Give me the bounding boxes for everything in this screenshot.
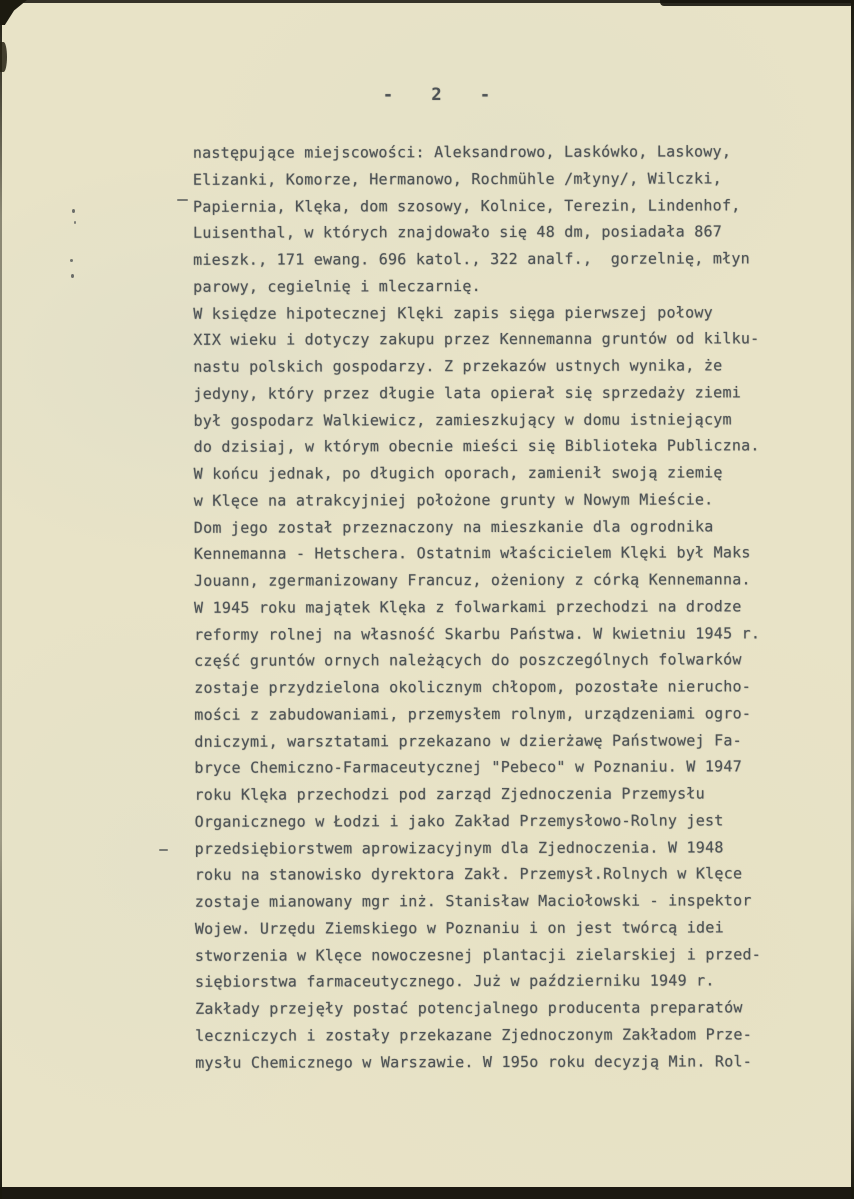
text-line: do dzisiaj, w którym obecnie mieści się Biblioteka Publiczna. <box>193 436 760 457</box>
text-line: Elizanki, Komorze, Hermanowo, Rochmühle /młyny/, Wilczki, <box>192 169 722 189</box>
text-line: w Klęce na atrakcyjniej położone grunty w Nowym Mieście. <box>193 490 714 510</box>
paper-speck <box>71 274 74 278</box>
text-line: Kennemanna - Hetschera. Ostatnim właścicielem Klęki był Maks <box>193 543 751 564</box>
text-line: mości z zabudowaniami, przemysłem rolnym, urządzeniami ogro- <box>194 704 752 724</box>
text-line: zostaje mianowany mgr inż. Stanisław Maciołowski - inspektor <box>194 891 752 911</box>
text-line: był gospodarz Walkiewicz, zamieszkujący w domu istniejącym <box>193 409 732 430</box>
paper-speck <box>74 221 76 224</box>
scan-corner-mark-left <box>0 42 7 72</box>
text-line: przedsiębiorstwem aprowizacyjnym dla Zjednoczenia. W 1948 <box>194 837 724 858</box>
text-line: Papiernia, Klęka, dom szosowy, Kolnice, Terezin, Lindenhof, <box>192 195 741 216</box>
paper-speck <box>70 259 73 262</box>
text-line: nastu polskich gospodarzy. Z przekazów ustnych wynika, że <box>193 356 723 376</box>
text-line: dniczymi, warsztatami przekazano w dzierżawę Państwowej Fa- <box>194 730 742 751</box>
text-line: W 1945 roku majątek Klęka z folwarkami przechodzi na drodze <box>193 597 742 617</box>
scan-edge-top-blob <box>660 0 854 6</box>
text-line: Organicznego w Łodzi i jako Zakład Przemysłowo-Rolny jest <box>194 811 724 831</box>
text-line: Wojew. Urzędu Ziemskiego w Poznaniu i on jest twórcą idei <box>194 918 724 938</box>
text-line: reformy rolnej na własność Skarbu Państwa. W kwietniu 1945 r. <box>194 623 761 644</box>
text-line: siębiorstwa farmaceutycznego. Już w październiku 1949 r. <box>194 971 715 992</box>
typewritten-text-block <box>193 138 785 1076</box>
paper-speck <box>72 209 75 213</box>
text-line: następujące miejscowości: Aleksandrowo, Laskówko, Laskowy, <box>192 142 732 162</box>
scan-corner-mark-topleft <box>0 0 27 25</box>
margin-dash-mark <box>159 849 168 851</box>
scan-edge-bottom <box>0 1187 854 1199</box>
page-number: - 2 - <box>382 85 492 105</box>
text-line: roku Klęka przechodzi pod zarząd Zjednoczenia Przemysłu <box>194 784 705 804</box>
margin-dash-mark <box>177 199 188 201</box>
text-line: bryce Chemiczno-Farmaceutycznej "Pebeco" w Poznaniu. W 1947 <box>194 757 743 778</box>
text-line: parowy, cegielnię i mleczarnię. <box>193 276 481 296</box>
text-line: Zakłady przejęły postać potencjalnego producenta preparatów <box>195 998 743 1018</box>
text-line: zostaje przydzielona okolicznym chłopom, pozostałe nierucho- <box>194 677 752 697</box>
text-line: Luisenthal, w których znajdowało się 48 dm, posiadała 867 <box>192 222 723 243</box>
text-line: XIX wieku i dotyczy zakupu przez Kennemanna gruntów od kilku- <box>193 329 760 350</box>
text-line: mieszk., 171 ewang. 696 katol., 322 analf., gorzelnię, młyn <box>193 249 750 269</box>
text-line: mysłu Chemicznego w Warszawie. W 195o roku decyzją Min. Rol- <box>195 1051 753 1072</box>
text-line: jedyny, który przez długie lata opierał się sprzedaży ziemi <box>193 383 742 403</box>
text-line: część gruntów ornych należących do poszczególnych folwarków <box>194 650 742 671</box>
text-line: Jouann, zgermanizowany Francuz, ożeniony z córką Kennemanna. <box>193 570 751 590</box>
text-line: W księdze hipotecznej Klęki zapis sięga pierwszej połowy <box>193 302 713 323</box>
text-line: roku na stanowisko dyrektora Zakł. Przemysł.Rolnych w Klęce <box>194 864 743 885</box>
scan-edge-left <box>0 0 2 1199</box>
text-line: Dom jego został przeznaczony na mieszkanie dla ogrodnika <box>193 516 714 537</box>
text-line: leczniczych i zostały przekazane Zjednoczonym Zakładom Prze- <box>195 1025 753 1045</box>
text-line: stworzenia w Klęce nowoczesnej plantacji zielarskiej i przed- <box>194 944 762 965</box>
text-line: W końcu jednak, po długich oporach, zamienił swoją ziemię <box>193 463 723 483</box>
